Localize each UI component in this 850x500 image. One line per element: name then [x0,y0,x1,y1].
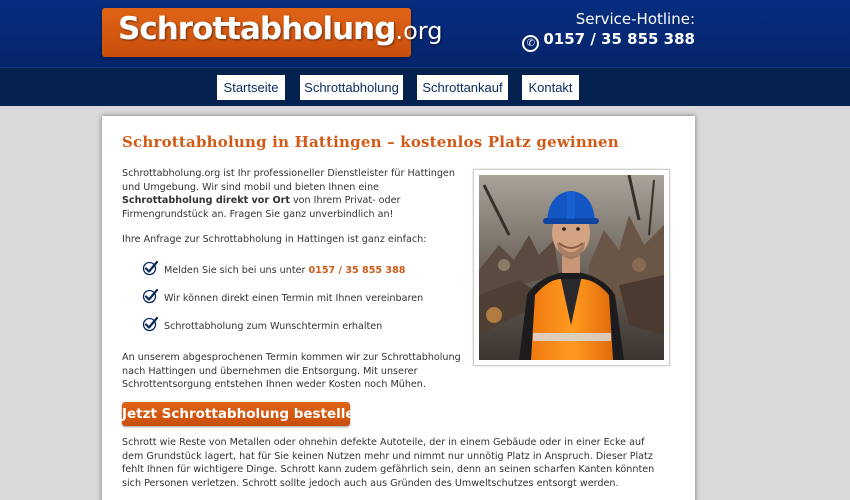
checklist-text: Wir können direkt einen Termin mit Ihnen vereinbaren [164,293,424,304]
service-hotline [522,10,695,52]
nav-item-kontakt[interactable]: Kontakt [522,75,579,100]
nav-item-startseite[interactable]: Startseite [217,75,285,100]
scrap-info-paragraph: Schrott wie Reste von Metallen oder ohnehin defekte Autoteile, der in einem Gebäude oder in einer Ecke auf dem Grundstück lagert, hat für Sie keinen Nutzen mehr und nimmt nur unnötig Platz in Anspruch. Dieser Platz fehlt Ihnen für wichtigere Dinge. Schrott kann zudem gefährlich sein, denn an seinen scharfen Kanten könnten sich Personen verletzen. Schrott sollte jedoch auch aus Gründen des Umweltschutzes entsorgt werden. [122,437,655,489]
intro-text-2: von Ihrem Privat- oder Firmengrundstück an. Fragen Sie ganz unverbindlich an! [122,195,401,220]
worker-image [479,175,664,360]
hotline-number[interactable] [522,30,695,52]
phone-icon: ✆ [522,35,539,52]
appointment-paragraph: An unserem abgesprochenen Termin kommen wir zur Schrottabholung nach Hattingen und übernehmen die Entsorgung. Mit unserer Schrottentsorgung entstehen Ihnen weder Kosten noch Mühen. [122,352,461,391]
checklist-text: Melden Sie sich bei uns unter [164,265,309,276]
checklist-phone-link[interactable]: 0157 / 35 855 388 [308,265,406,276]
nav-item-schrottankauf[interactable]: Schrottankauf [417,75,508,100]
content-box [102,116,695,500]
site-logo[interactable] [102,8,443,57]
checkmark-icon [142,288,158,304]
intro-text-1: Schrottabholung.org ist Ihr professioneller Dienstleister für Hattingen und Umgebung. Wir sind mobil und bieten Ihnen eine [122,168,455,193]
checklist-label [164,264,405,278]
order-button[interactable]: Jetzt Schrottabholung bestellen! [122,402,350,426]
page-title: Schrottabholung in Hattingen – kostenlos Platz gewinnen [122,133,619,151]
site-header [0,0,850,67]
checkmark-icon [142,316,158,332]
main-navigation [0,67,850,106]
request-intro: Ihre Anfrage zur Schrottabholung in Hattingen ist ganz einfach: [122,234,427,245]
worker-photo [473,169,670,366]
checkmark-icon [142,260,158,276]
intro-bold: Schrottabholung direkt vor Ort [122,195,290,207]
intro-paragraph [122,167,460,221]
logo-tld: .org [395,17,443,45]
hotline-label: Service-Hotline: [575,10,695,28]
hotline-number-text: 0157 / 35 855 388 [543,30,695,48]
logo-name: Schrottabholung [118,11,396,47]
checklist-text: Schrottabholung zum Wunschtermin erhalten [164,321,383,332]
nav-item-schrottabholung[interactable]: Schrottabholung [300,75,403,100]
